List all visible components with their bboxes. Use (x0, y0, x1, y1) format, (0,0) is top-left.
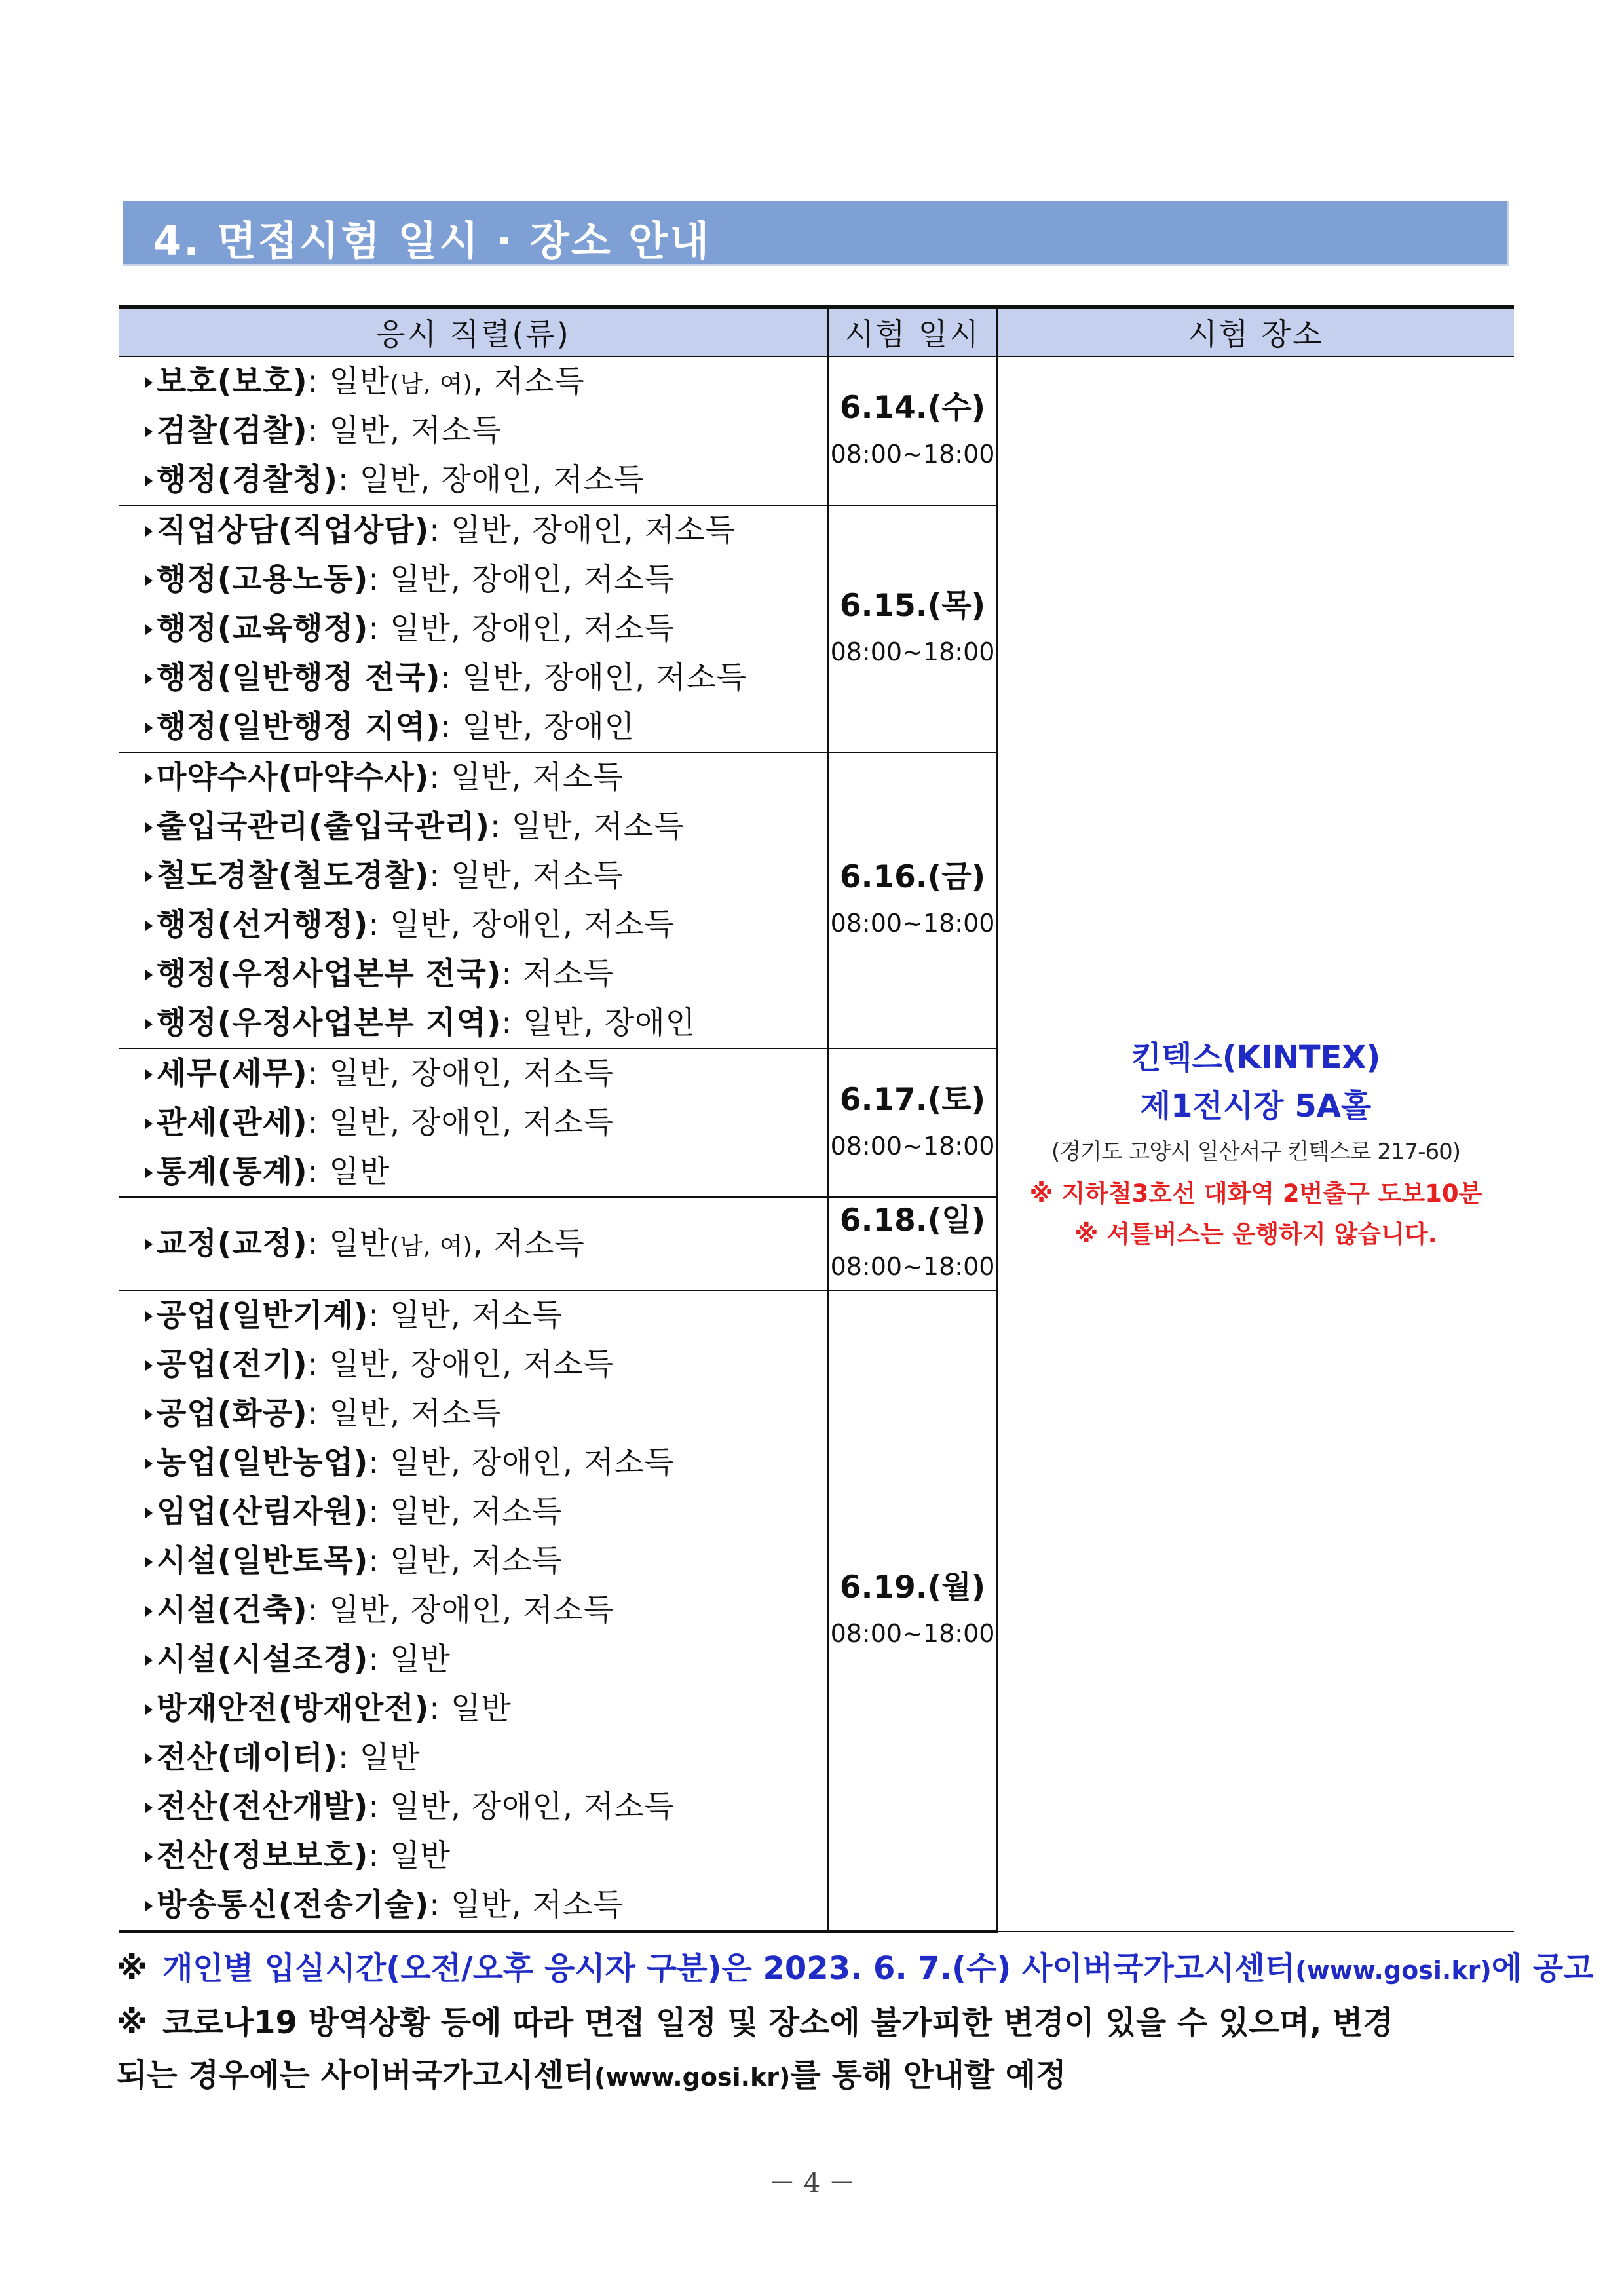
job-item (145, 604, 827, 653)
bullet-triangle-icon (145, 1069, 153, 1080)
header-exam-date: 시험 일시 (828, 307, 997, 357)
job-desc: : 일반 (307, 1225, 390, 1262)
notes (117, 1942, 1594, 2103)
exam-date-cell (828, 1048, 997, 1197)
page-number: － 4 － (769, 2168, 855, 2198)
job-desc: : 일반, 장애인, 저소득 (368, 907, 675, 943)
job-desc: : 일반, 저소득 (307, 413, 502, 449)
job-item (145, 702, 827, 752)
bullet-triangle-icon (145, 871, 153, 882)
job-desc: : 일반, 장애인, 저소득 (307, 1347, 614, 1383)
job-item (145, 1340, 827, 1389)
job-item (145, 1098, 827, 1147)
job-desc: : 일반, 저소득 (429, 759, 624, 795)
bullet-triangle-icon (145, 1606, 153, 1617)
job-item (145, 357, 827, 406)
exam-date-cell (828, 1290, 997, 1932)
exam-date: 6.17.(토) (839, 1081, 986, 1118)
job-item (145, 753, 827, 802)
job-name: 공업(일반기계) (157, 1297, 369, 1333)
bullet-triangle-icon (145, 1655, 153, 1666)
job-desc: : 일반, 장애인, 저소득 (368, 1445, 675, 1481)
job-item (145, 999, 827, 1048)
job-desc: : 일반, 장애인 (440, 709, 635, 745)
job-desc: : 일반, 장애인, 저소득 (337, 462, 645, 498)
bullet-triangle-icon (145, 1168, 153, 1178)
job-name: 철도경찰(철도경찰) (157, 858, 430, 894)
bullet-triangle-icon (145, 723, 153, 733)
exam-time: 08:00~18:00 (830, 439, 995, 469)
job-name: 행정(우정사업본부 전국) (157, 956, 502, 992)
job-gender-note: (남, 여) (390, 371, 473, 398)
exam-time: 08:00~18:00 (830, 637, 995, 666)
exam-date: 6.15.(목) (839, 587, 986, 624)
note-covid-line1: 코로나19 방역상황 등에 따라 면접 일정 및 장소에 불가피한 변경이 있을 수 있으며, 변경 (162, 2004, 1393, 2041)
job-item (145, 455, 827, 505)
venue-subway-note: ※ 지하철3호선 대화역 2번출구 도보10분 (1029, 1179, 1482, 1208)
job-item (145, 1291, 827, 1340)
job-list-cell (119, 1290, 828, 1932)
job-name: 통계(통계) (157, 1154, 308, 1190)
job-item (145, 555, 827, 604)
job-item (145, 900, 827, 949)
job-desc: : 일반 (368, 1838, 451, 1874)
job-name: 농업(일반농업) (157, 1445, 369, 1481)
job-item (145, 851, 827, 900)
job-item (145, 949, 827, 999)
exam-date: 6.18.(일) (839, 1202, 986, 1238)
job-list-cell (119, 752, 828, 1048)
bullet-triangle-icon (145, 921, 153, 931)
bullet-triangle-icon (145, 1557, 153, 1567)
job-item (145, 802, 827, 851)
job-desc: : 일반, 저소득 (489, 809, 685, 845)
job-name: 임업(산림자원) (157, 1494, 369, 1530)
note-covid (117, 1997, 1512, 2049)
job-desc-extra: , 저소득 (472, 364, 585, 400)
bullet-triangle-icon (145, 1409, 153, 1420)
bullet-triangle-icon (145, 1704, 153, 1715)
job-name: 보호(보호) (157, 364, 308, 400)
bullet-triangle-icon (145, 1360, 153, 1371)
job-name: 방재안전(방재안전) (157, 1691, 430, 1727)
job-desc: : 일반, 장애인, 저소득 (368, 562, 675, 598)
job-item (145, 1389, 827, 1438)
job-name: 행정(고용노동) (157, 562, 369, 598)
job-desc: : 일반 (337, 1740, 421, 1776)
job-desc: : 일반, 저소득 (368, 1543, 563, 1579)
note-covid-url: (www.gosi.kr) (594, 2063, 791, 2092)
job-name: 직업상담(직업상담) (157, 512, 430, 548)
job-item (145, 1049, 827, 1098)
job-item (145, 506, 827, 555)
job-desc: : 일반 (368, 1641, 451, 1677)
note-covid-line2b: 를 통해 안내할 예정 (790, 2057, 1067, 2094)
bullet-triangle-icon (145, 1803, 153, 1813)
job-name: 관세(관세) (157, 1105, 308, 1141)
venue-name: 킨텍스(KINTEX) (1131, 1039, 1381, 1076)
job-name: 세무(세무) (157, 1056, 308, 1092)
job-desc: : 일반, 장애인, 저소득 (368, 1789, 675, 1825)
job-name: 시설(시설조경) (157, 1641, 369, 1677)
venue-address: (경기도 고양시 일산서구 킨텍스로 217-60) (1051, 1138, 1460, 1165)
exam-date-cell (828, 356, 997, 505)
job-desc: : 일반, 저소득 (368, 1494, 563, 1530)
bullet-triangle-icon (145, 476, 153, 486)
job-list-cell (119, 1197, 828, 1290)
exam-date-cell (828, 1197, 997, 1290)
job-gender-note: (남, 여) (390, 1233, 473, 1260)
job-desc: : 일반, 장애인, 저소득 (307, 1105, 614, 1141)
job-name: 방송통신(전송기술) (157, 1887, 430, 1923)
job-desc: : 일반 (429, 1691, 512, 1727)
bullet-triangle-icon (145, 1311, 153, 1322)
job-item (145, 1219, 827, 1269)
note-covid-continued (117, 2049, 1512, 2103)
job-desc: : 일반, 장애인, 저소득 (307, 1592, 614, 1628)
job-name: 행정(교육행정) (157, 611, 369, 647)
table-header-row (119, 307, 1514, 357)
job-item (145, 1782, 827, 1831)
job-list-cell (119, 356, 828, 505)
header-job-category: 응시 직렬(류) (119, 307, 828, 357)
job-desc: : 일반, 저소득 (429, 858, 624, 894)
bullet-triangle-icon (145, 674, 153, 684)
job-item (145, 1537, 827, 1586)
job-list-cell (119, 505, 828, 752)
bullet-triangle-icon (145, 1119, 153, 1129)
note-entry-time-text: 개인별 입실시간(오전/오후 응시자 구분)은 2023. 6. 7.(수) 사이버국가고시센터 (162, 1950, 1296, 1987)
job-item (145, 1733, 827, 1782)
job-desc: : 일반, 저소득 (307, 1396, 502, 1432)
job-item (145, 653, 827, 702)
job-name: 시설(건축) (157, 1592, 308, 1628)
job-name: 전산(정보보호) (157, 1838, 369, 1874)
bullet-triangle-icon (145, 575, 153, 586)
bullet-triangle-icon (145, 1239, 153, 1250)
job-desc: : 일반, 장애인, 저소득 (429, 512, 736, 548)
job-name: 행정(일반행정 전국) (157, 660, 441, 696)
job-item (145, 1635, 827, 1684)
bullet-triangle-icon (145, 1901, 153, 1911)
bullet-triangle-icon (145, 526, 153, 537)
section-title-bar (123, 201, 1509, 266)
venue-hall: 제1전시장 5A홀 (1140, 1087, 1372, 1124)
job-item (145, 1487, 827, 1537)
job-name: 검찰(검찰) (157, 413, 308, 449)
bullet-triangle-icon (145, 1852, 153, 1862)
bullet-triangle-icon (145, 427, 153, 437)
job-item (145, 1438, 827, 1487)
exam-date: 6.14.(수) (839, 389, 986, 426)
job-desc: : 일반 (307, 1154, 390, 1190)
job-name: 출입국관리(출입국관리) (157, 809, 490, 845)
job-name: 행정(경찰청) (157, 462, 338, 498)
job-name: 시설(일반토목) (157, 1543, 369, 1579)
venue-cell (997, 356, 1514, 1932)
job-name: 마약수사(마약수사) (157, 759, 430, 795)
job-name: 행정(일반행정 지역) (157, 709, 441, 745)
exam-time: 08:00~18:00 (830, 1131, 995, 1160)
job-desc: : 일반, 장애인 (501, 1005, 696, 1041)
job-item (145, 1881, 827, 1930)
note-covid-line2a: 되는 경우에는 사이버국가고시센터 (117, 2057, 594, 2094)
exam-time: 08:00~18:00 (830, 909, 995, 938)
venue-shuttle-note: ※ 셔틀버스는 운행하지 않습니다. (1074, 1219, 1437, 1248)
job-item (145, 1147, 827, 1196)
note-mark: ※ (117, 1950, 147, 1987)
header-exam-venue: 시험 장소 (997, 307, 1514, 357)
job-name: 교정(교정) (157, 1225, 308, 1262)
exam-time: 08:00~18:00 (830, 1252, 995, 1281)
job-item (145, 406, 827, 455)
bullet-triangle-icon (145, 377, 153, 388)
exam-date: 6.19.(월) (839, 1569, 986, 1605)
job-name: 공업(전기) (157, 1347, 308, 1383)
exam-date-cell (828, 505, 997, 752)
exam-date-cell (828, 752, 997, 1048)
bullet-triangle-icon (145, 1019, 153, 1029)
job-name: 전산(전산개발) (157, 1789, 369, 1825)
job-name: 행정(우정사업본부 지역) (157, 1005, 502, 1041)
note-entry-time (117, 1942, 1594, 1997)
bullet-triangle-icon (145, 773, 153, 784)
exam-time: 08:00~18:00 (830, 1618, 995, 1648)
interview-schedule-table (119, 305, 1514, 1933)
bullet-triangle-icon (145, 970, 153, 980)
job-item (145, 1684, 827, 1733)
note-mark: ※ (117, 2004, 147, 2041)
job-name: 전산(데이터) (157, 1740, 338, 1776)
bullet-triangle-icon (145, 1753, 153, 1764)
job-item (145, 1831, 827, 1881)
exam-date: 6.16.(금) (839, 859, 986, 895)
job-desc: : 일반, 장애인, 저소득 (440, 660, 747, 696)
job-desc: : 일반, 저소득 (368, 1297, 563, 1333)
job-desc-extra: , 저소득 (472, 1225, 585, 1262)
job-item (145, 1586, 827, 1635)
job-list-cell (119, 1048, 828, 1197)
section-title: 4. 면접시험 일시 · 장소 안내 (153, 217, 711, 265)
bullet-triangle-icon (145, 624, 153, 635)
job-desc: : 저소득 (501, 956, 614, 992)
bullet-triangle-icon (145, 1459, 153, 1469)
table-row (119, 356, 1514, 505)
job-desc: : 일반, 저소득 (429, 1887, 624, 1923)
bullet-triangle-icon (145, 1508, 153, 1518)
job-name: 행정(선거행정) (157, 907, 369, 943)
job-name: 공업(화공) (157, 1396, 308, 1432)
note-gosi-url: (www.gosi.kr) (1295, 1956, 1492, 1985)
job-desc: : 일반, 장애인, 저소득 (307, 1056, 614, 1092)
job-desc: : 일반, 장애인, 저소득 (368, 611, 675, 647)
bullet-triangle-icon (145, 822, 153, 833)
note-entry-time-tail: 에 공고 (1491, 1950, 1594, 1987)
job-desc: : 일반 (307, 364, 390, 400)
